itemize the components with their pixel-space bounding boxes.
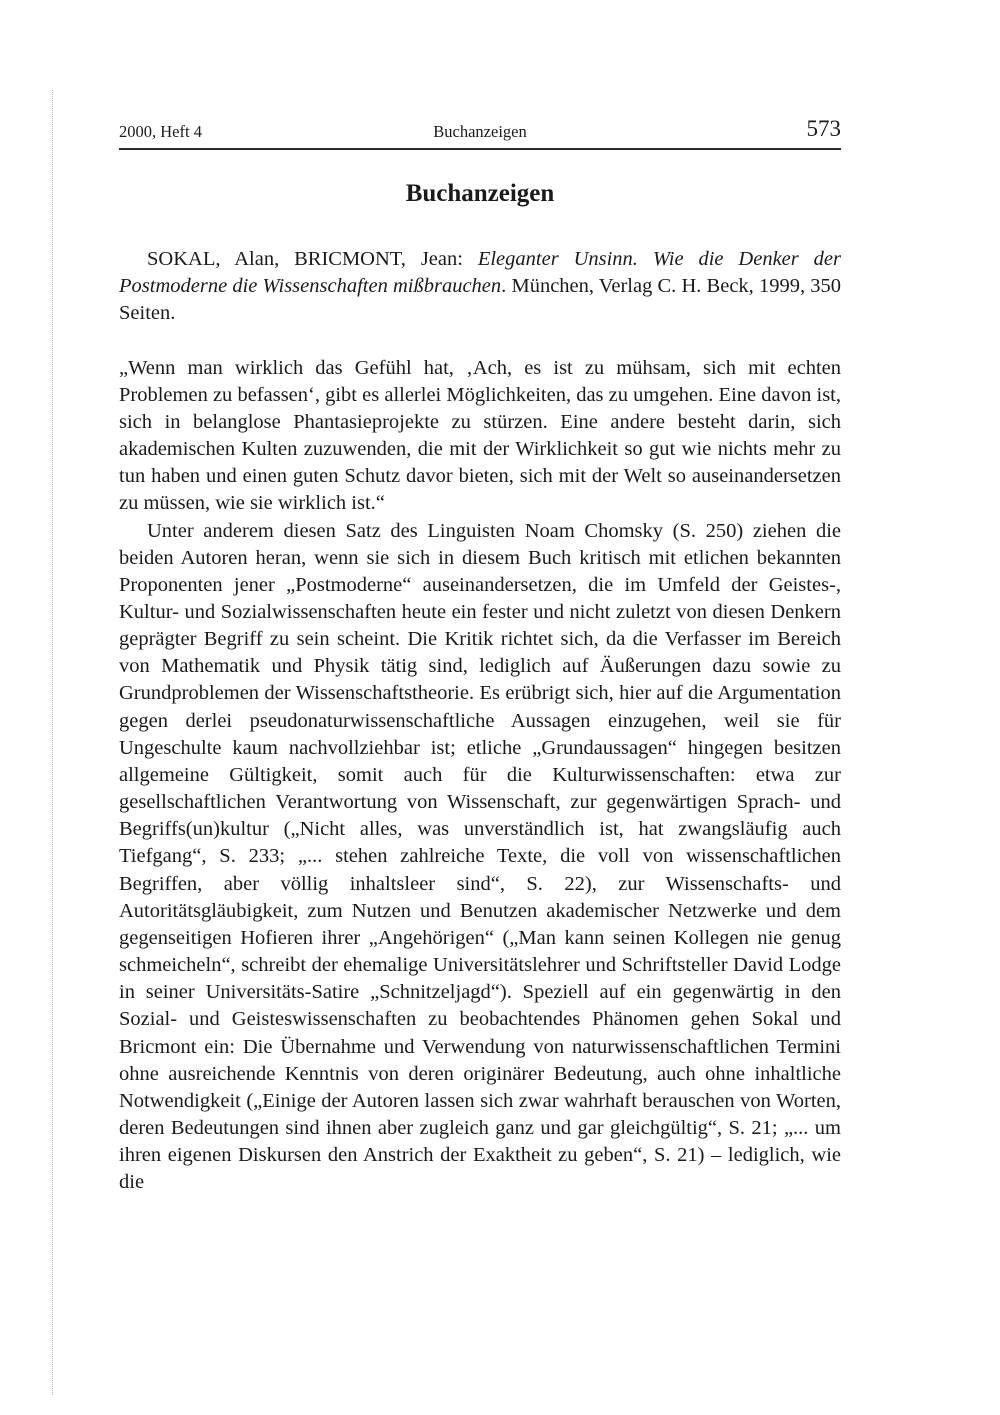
review-paragraph-quote: „Wenn man wirklich das Gefühl hat, ‚Ach, es ist zu mühsam, sich mit echten Problemen zu befassen‘, gibt es allerlei Möglichkeiten, das zu umgehen. Eine davon ist, sich in belanglose Phantasieprojekte zu stürzen. Eine andere besteht darin, sich akademischen Kulten zuzuwenden, die mit der Wirklichkeit so gut wie nichts mehr zu tun haben und einen guten Schutz davor bieten, sich mit der Welt so auseinandersetzen zu müssen, wie sie wirklich ist.“ [119, 356, 841, 515]
running-head-title: Buchanzeigen [433, 122, 527, 141]
citation-publication: . München, Verlag C. H. Beck, 1999, 350 Seiten. [119, 275, 841, 325]
running-head [119, 118, 841, 150]
page-number: 573 [806, 116, 841, 141]
scan-edge-line [52, 90, 53, 1395]
review-paragraph: Unter anderem diesen Satz des Linguisten Noam Chomsky (S. 250) ziehen die beiden Autoren heran, wenn sie sich in diesem Buch kritisch mit etlichen bekannten Proponenten jener „Postmoderne“ auseinandersetzen, die im Umfeld der Geistes-, Kultur- und Sozialwissenschaften heute ein fester und nicht zuletzt von diesen Denkern geprägter Begriff zu sein scheint. Die Kritik richtet sich, da die Verfasser im Bereich von Mathematik und Physik tätig sind, lediglich auf Äußerungen dazu sowie zu Grundproblemen der Wissenschaftstheorie. Es erübrigt sich, hier auf die Argumentation gegen derlei pseudonaturwissenschaftliche Aussagen einzugehen, weil sie für Ungeschulte kaum nachvollziehbar ist; etliche „Grundaussagen“ hingegen besitzen allgemeine Gültigkeit, somit auch für die Kulturwissenschaften: etwa zur gesellschaftlichen Verantwortung von Wissenschaft, zur gegenwärtigen Sprach- und Begriffs(un)kultur („Nicht alles, was unverständlich ist, hat zwangsläufig auch Tiefgang“, S. 233; „... stehen zahlreiche Texte, die voll von wissenschaftlichen Begriffen, aber völlig inhaltsleer sind“, S. 22), zur Wissenschafts- und Autoritätsgläubigkeit, zum Nutzen und Benutzen akademischer Netzwerke und dem gegenseitigen Hofieren ihrer „Angehörigen“ („Man kann seinen Kollegen nie genug schmeicheln“, schreibt der ehemalige Universitätslehrer und Schriftsteller David Lodge in seiner Universitäts-Satire „Schnitzeljagd“). Speziell auf ein gegenwärtig in den Sozial- und Geisteswissenschaften zu beobachtendes Phänomen gehen Sokal und Bricmont ein: Die Übernahme und Verwendung von naturwissenschaftlichen Termini ohne ausreichende Kenntnis von deren originärer Bedeutung, auch ohne inhaltliche Notwendigkeit („Einige der Autoren lassen sich zwar wahrhaft berauschen von Worten, deren Bedeutungen sind ihnen aber zugleich ganz und gar gleichgültig“, S. 21; „... um ihren eigenen Diskursen den Anstrich der Exaktheit zu geben“, S. 21) – lediglich, wie die [119, 519, 841, 1194]
document-page [119, 118, 841, 1196]
review-body [119, 355, 841, 1197]
book-citation [119, 246, 841, 328]
issue-label: 2000, Heft 4 [119, 122, 202, 141]
citation-authors: SOKAL, Alan, BRICMONT, Jean: [147, 248, 478, 270]
section-title: Buchanzeigen [405, 180, 555, 207]
citation-book-title: Eleganter Unsinn. Wie die Denker der Postmoderne die Wissenschaften mißbrauchen [119, 248, 841, 298]
